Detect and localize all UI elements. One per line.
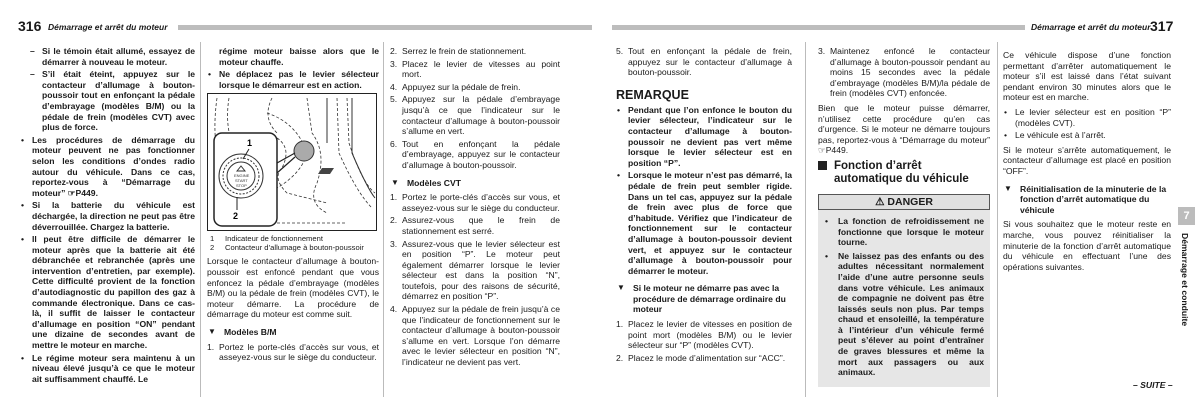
bullet-icon: • <box>825 250 829 261</box>
item-text: La fonction de refroidissement ne fonctionne que lorsque le moteur tourne. <box>838 215 984 248</box>
danger-item <box>824 251 984 378</box>
column-left-3 <box>390 46 560 370</box>
item-text: Le véhicule est à l’arrêt. <box>1015 130 1106 141</box>
step-number: 2. <box>390 46 398 56</box>
ignition-button-illustration <box>207 93 377 231</box>
dash-item <box>20 69 195 133</box>
bullet-item <box>616 105 792 169</box>
step-text: Assurez-vous que le frein de stationnement est serré. <box>402 215 560 236</box>
numbered-step <box>616 353 792 364</box>
step-number: 6. <box>390 138 398 149</box>
header-bar-right <box>612 25 1025 30</box>
numbered-step <box>390 192 560 213</box>
chapter-tab[interactable]: 7 <box>1178 207 1195 225</box>
numbered-step <box>390 94 560 136</box>
step-number: 1. <box>207 341 215 352</box>
paragraph: Si vous souhaitez que le moteur reste en marche, vous pouvez réinitialiser la minuterie de la fonction d’arrêt automatique du véhicule en effectuant l’une des opérations suivantes. <box>1003 219 1171 272</box>
item-text: Il peut être difficile de démarrer le moteur après que la batterie ait été débranchée et rebranchée (après une intervention d’entretien, par exemple). Cette difficulté provient de la fonction d’autodiagnostic du papillon des gaz à commande électronique. Dans ce cas-là, il suffit de laisser le contacteur d’allumage en position “ON” pendant une dizaine de secondes avant de mettre le moteur en marche. <box>32 234 195 351</box>
bullet-item <box>20 234 195 351</box>
triangle-down-icon: ▼ <box>208 326 216 336</box>
subsection-heading <box>616 283 792 315</box>
column-right-1 <box>616 46 792 365</box>
note-heading: REMARQUE <box>616 87 689 102</box>
item-text: Si la batterie du véhicule est déchargée, la direction ne peut pas être déverrouillée. Chargez la batterie. <box>32 200 195 232</box>
numbered-step <box>390 215 560 236</box>
step-number: 4. <box>390 81 398 92</box>
step-text: Placez le levier de vitesses au point mort. <box>402 58 560 80</box>
step-text: Placez le levier de vitesses en position de point mort (modèles B/M) ou le levier sélecteur sur “P” (modèles CVT). <box>628 319 792 351</box>
bullet-item <box>20 135 195 199</box>
chapter-tab-label: Démarrage et conduite <box>1180 233 1190 327</box>
danger-header <box>818 194 990 210</box>
step-text: Appuyez sur la pédale de frein jusqu’à ce que l’indicateur de fonctionnement sur le contacteur d’allumage à bouton-poussoir s’allume en vert. Lorsque l’on démarre avec le levier sélecteur en position “N”, l’indicateur ne devient pas vert. <box>402 304 560 368</box>
column-divider <box>805 42 806 397</box>
svg-text:STOP: STOP <box>236 183 247 189</box>
column-right-3 <box>1003 46 1171 276</box>
numbered-step <box>616 319 792 351</box>
bullet-icon: • <box>21 134 25 145</box>
bullet-icon: • <box>1004 130 1008 141</box>
triangle-down-icon: ▼ <box>1004 183 1012 193</box>
bullet-item <box>20 200 195 232</box>
item-text: Le levier sélecteur est en position “P” (modèles CVT). <box>1015 106 1171 128</box>
column-divider <box>383 42 384 397</box>
paragraph: Ce véhicule dispose d’une fonction permettant d’arrêter automatiquement le moteur s’il est laissé dans l’état suivant pendant environ 30 minutes alors que le moteur est en marche. <box>1003 50 1171 103</box>
svg-text:ENGINE: ENGINE <box>234 173 250 179</box>
subsection-heading <box>207 327 379 338</box>
column-left-1 <box>20 46 195 386</box>
subsection-heading <box>1003 184 1171 216</box>
numbered-step <box>207 342 379 363</box>
danger-box <box>818 194 990 387</box>
numbered-step <box>390 59 560 80</box>
paragraph: Si le moteur s’arrête automatiquement, le contacteur d’allumage est placé en position “OFF”. <box>1003 144 1171 176</box>
step-number: 1. <box>616 319 624 330</box>
heading-text: Modèles CVT <box>407 177 461 188</box>
step-text: Appuyez sur la pédale d’embrayage jusqu’à ce que l’indicateur sur le contacteur d’allumage à bouton-poussoir s’allume en vert. <box>402 94 560 137</box>
item-text: Si le témoin était allumé, essayez de démarrer à nouveau le moteur. <box>42 46 195 67</box>
numbered-step <box>390 46 560 57</box>
caption-text: Indicateur de fonctionnement <box>225 234 323 244</box>
numbered-step <box>390 82 560 93</box>
paragraph: Lorsque le contacteur d’allumage à bouton-poussoir est enfoncé pendant que vous enfoncez la pédale d’embrayage (modèles B/M) ou la pédale de frein (modèles CVT), le moteur démarre. La procédure de démarrage du moteur est comme suit. <box>207 256 379 320</box>
heading-text: Modèles B/M <box>224 326 277 337</box>
step-number: 3. <box>390 238 398 249</box>
item-text: Le régime moteur sera maintenu à un niveau élevé jusqu’à ce que le moteur ait suffisamment chauffé. Le <box>32 352 195 384</box>
step-number: 5. <box>616 46 624 56</box>
bullet-icon: • <box>21 352 25 363</box>
column-right-2 <box>818 46 990 387</box>
header-bar-left <box>178 25 592 30</box>
svg-text:START: START <box>235 178 248 184</box>
numbered-step <box>818 46 990 99</box>
callout-1: 1 <box>247 138 253 149</box>
step-number: 2. <box>390 215 398 226</box>
danger-title: DANGER <box>887 195 933 208</box>
numbered-step <box>390 139 560 171</box>
item-text: Les procédures de démarrage du moteur peuvent ne pas fonctionner selon les conditions d’ondes radio autour du véhicule. Dans ce cas, reportez-vous à “Démarrage du moteur” ☞P449. <box>32 134 195 198</box>
bullet-item <box>616 170 792 276</box>
triangle-down-icon: ▼ <box>391 177 399 187</box>
section-heading <box>818 160 990 186</box>
column-left-2 <box>207 46 379 365</box>
square-icon <box>818 161 827 170</box>
step-number: 3. <box>390 58 398 69</box>
step-number: 3. <box>818 46 826 56</box>
running-title-left: Démarrage et arrêt du moteur <box>48 22 168 32</box>
step-text: Portez le porte-clés d’accès sur vous, et asseyez-vous sur le siège du conducteur. <box>402 192 560 213</box>
step-text: Assurez-vous que le levier sélecteur est en position “P”. Le moteur peut également démarrer lorsque le levier sélecteur est dans la position “N”, toutefois, pour des raisons de sécurité, démarrez en position “P”. <box>402 238 560 302</box>
step-text: Placez le mode d’alimentation sur “ACC”. <box>628 352 786 363</box>
triangle-down-icon: ▼ <box>617 283 625 293</box>
heading-text: Réinitialisation de la minuterie de la fonction d’arrêt automatique du véhicule <box>1020 183 1167 215</box>
step-number: 5. <box>390 94 398 105</box>
numbered-step <box>616 46 792 78</box>
bullet-icon: • <box>617 170 621 181</box>
bullet-icon: • <box>617 104 621 115</box>
dash-item <box>20 46 195 67</box>
danger-item <box>824 216 984 248</box>
step-text: Serrez le frein de stationnement. <box>402 46 527 56</box>
item-text: Pendant que l’on enfonce le bouton du levier sélecteur, l’indicateur sur le contacteur d’allumage à bouton-poussoir ne devient pas vert même lorsque le levier sélecteur est en position “P”. <box>628 104 792 168</box>
step-number: 1. <box>390 192 398 203</box>
heading-text: Si le moteur ne démarre pas avec la procédure de démarrage ordinaire du moteur <box>633 283 786 315</box>
step-text: Portez le porte-clés d’accès sur vous, et asseyez-vous sur le siège du conducteur. <box>219 341 379 363</box>
step-text: Tout en enfonçant la pédale de frein, appuyez sur le contacteur d’allumage à bouton-poussoir. <box>628 46 792 78</box>
page-number-left: 316 <box>18 18 42 34</box>
step-text: Appuyez sur la pédale de frein. <box>402 81 521 92</box>
bullet-icon: • <box>825 215 829 226</box>
page-number-right: 317 <box>1150 18 1174 34</box>
step-text: Maintenez enfoncé le contacteur d’allumage à bouton-poussoir pendant au moins 15 secondes avec la pédale d’embrayage (modèles B/M)/la pédale de frein (modèles CVT) enfoncée. <box>830 46 990 99</box>
step-number: 4. <box>390 304 398 315</box>
numbered-step <box>390 239 560 303</box>
running-title-right: Démarrage et arrêt du moteur <box>1031 22 1151 32</box>
bullet-icon: • <box>1004 106 1008 117</box>
item-text: Ne déplacez pas le levier sélecteur lorsque le démarreur est en action. <box>219 69 379 90</box>
heading-text: Fonction d’arrêt automatique du véhicule <box>834 159 969 185</box>
bullet-item <box>207 69 379 90</box>
column-divider <box>200 42 201 397</box>
item-text: S’il était éteint, appuyez sur le contacteur d’allumage à bouton-poussoir tout en enfonçant la pédale d’embrayage (modèles B/M) ou la pédale de frein (modèles CVT) avec plus de force. <box>42 69 195 133</box>
bullet-icon: • <box>21 200 25 211</box>
item-text: Lorsque le moteur n’est pas démarré, la pédale de frein peut sembler rigide. Dans un tel cas, appuyez sur la pédale de frein avec plus de force que d’habitude. Vérifiez que l’indicateur de fonctionnement sur le contacteur d’allumage à bouton-poussoir devient vert, et appuyez sur le contacteur d’allumage à bouton-poussoir pour démarrer le moteur. <box>628 170 792 276</box>
bullet-icon: • <box>21 234 25 245</box>
continued-text: régime moteur baisse alors que le moteur chauffe. <box>219 46 379 67</box>
caption-number: 2 <box>210 243 215 253</box>
numbered-step <box>390 304 560 368</box>
subsection-heading <box>390 178 560 189</box>
callout-2: 2 <box>233 211 239 222</box>
warning-icon: ⚠ <box>875 195 888 208</box>
step-number: 2. <box>616 352 624 363</box>
step-text: Tout en enfonçant la pédale d’embrayage, appuyez sur le contacteur d’allumage à bouton-poussoir. <box>402 138 560 170</box>
caption-text: Contacteur d’allumage à bouton-poussoir <box>225 243 364 253</box>
bullet-item <box>20 353 195 385</box>
figure-caption <box>207 243 379 252</box>
caption-number: 1 <box>210 234 215 244</box>
figure-caption <box>207 234 379 243</box>
continued-label: – SUITE – <box>1133 380 1173 390</box>
paragraph: Bien que le moteur puisse démarrer, n’utilisez cette procédure qu’en cas d’urgence. Si le moteur ne démarre toujours pas, reportez-vous à “Démarrage du moteur” ☞P449. <box>818 102 990 156</box>
column-divider <box>997 42 998 397</box>
bullet-icon: • <box>208 69 212 80</box>
bullet-item <box>1003 130 1171 141</box>
bullet-item <box>1003 107 1171 128</box>
item-text: Ne laissez pas des enfants ou des adultes nécessitant normalement l’aide d’une autre personne seuls dans votre véhicule. Les animaux de compagnie ne doivent pas être laissés seuls non plus. Par temps chaud et ensoleillé, la température à l’intérieur d’un véhicule fermé peut s’élever au point d’entraîner de graves blessures et même la mort aux passagers ou aux animaux. <box>838 250 984 378</box>
